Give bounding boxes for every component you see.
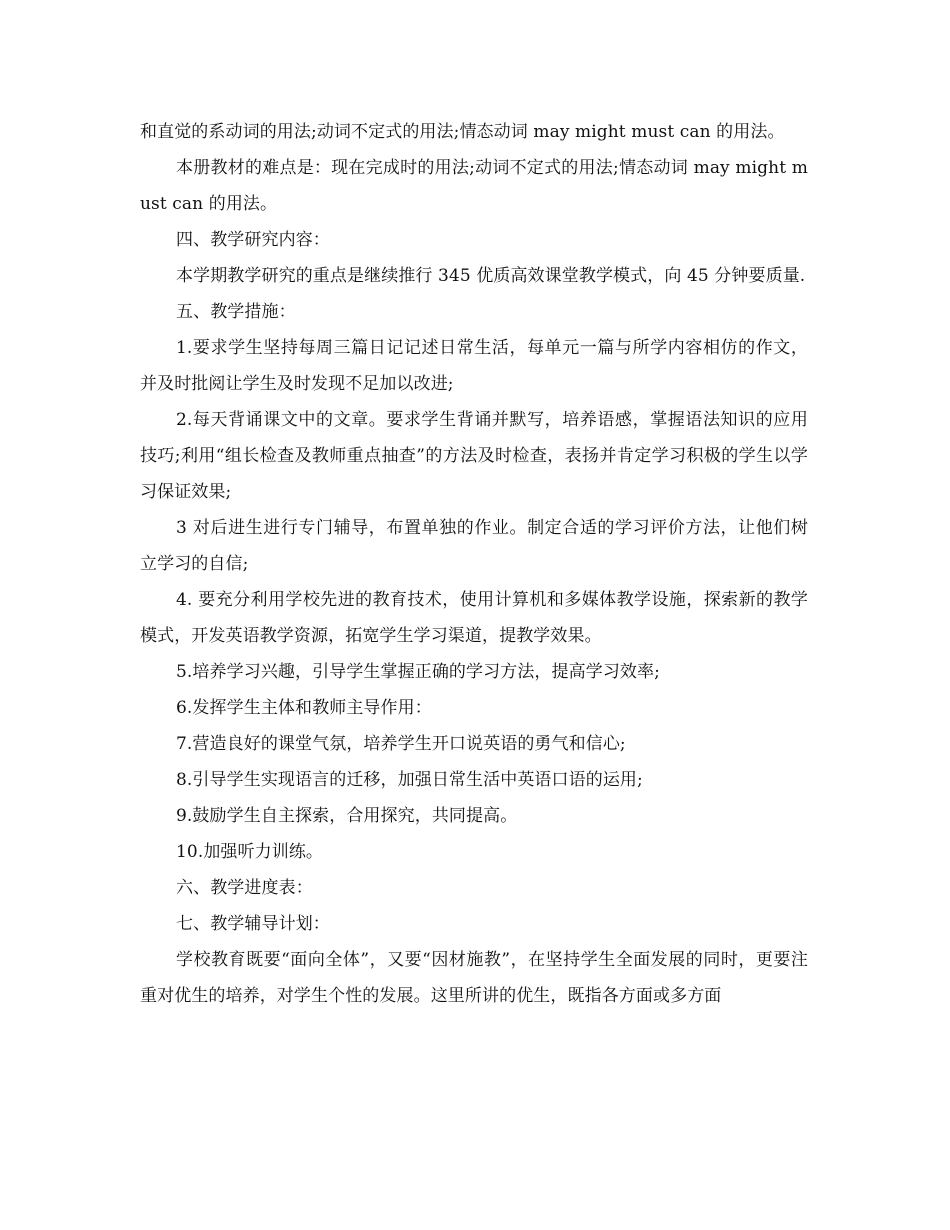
paragraph-difficulties: 本册教材的难点是：现在完成时的用法;动词不定式的用法;情态动词 may might must can 的用法。: [140, 158, 808, 214]
measure-item-7: 7.营造良好的课堂气氛，培养学生开口说英语的勇气和信心;: [176, 734, 626, 754]
document-body: [140, 114, 808, 1014]
measure-item-1: 1.要求学生坚持每周三篇日记记述日常生活，每单元一篇与所学内容相仿的作文，并及时批阅让学生及时发现不足加以改进;: [140, 338, 808, 394]
paragraph-continued-grammar: 和直觉的系动词的用法;动词不定式的用法;情态动词 may might must can 的用法。: [140, 122, 785, 142]
section-heading-schedule: 六、教学进度表：: [176, 878, 313, 898]
section-heading-measures: 五、教学措施：: [176, 302, 296, 322]
measure-item-8: 8.引导学生实现语言的迁移，加强日常生活中英语口语的运用;: [176, 770, 643, 790]
measure-item-10: 10.加强听力训练。: [176, 842, 324, 862]
section-heading-tutoring: 七、教学辅导计划：: [176, 914, 330, 934]
paragraph-research-focus: 本学期教学研究的重点是继续推行 345 优质高效课堂教学模式，向 45 分钟要质量.: [176, 266, 806, 286]
paragraph-tutoring-plan: 学校教育既要“面向全体”，又要“因材施教”，在坚持学生全面发展的同时，更要注重对优生的培养，对学生个性的发展。这里所讲的优生，既指各方面或多方面: [140, 950, 808, 1006]
measure-item-6: 6.发挥学生主体和教师主导作用：: [176, 698, 432, 718]
measure-item-2: 2.每天背诵课文中的文章。要求学生背诵并默写，培养语感，掌握语法知识的应用技巧;利用“组长检查及教师重点抽查”的方法及时检查，表扬并肯定学习积极的学生以学习保证效果;: [140, 410, 808, 502]
measure-item-5: 5.培养学习兴趣，引导学生掌握正确的学习方法，提高学习效率;: [176, 662, 660, 682]
measure-item-9: 9.鼓励学生自主探索，合用探究，共同提高。: [176, 806, 518, 826]
measure-item-3: 3 对后进生进行专门辅导，布置单独的作业。制定合适的学习评价方法，让他们树立学习的自信;: [140, 518, 808, 574]
measure-item-4: 4. 要充分利用学校先进的教育技术，使用计算机和多媒体教学设施，探索新的教学模式，开发英语教学资源，拓宽学生学习渠道，提教学效果。: [140, 590, 808, 646]
section-heading-research: 四、教学研究内容：: [176, 230, 330, 250]
